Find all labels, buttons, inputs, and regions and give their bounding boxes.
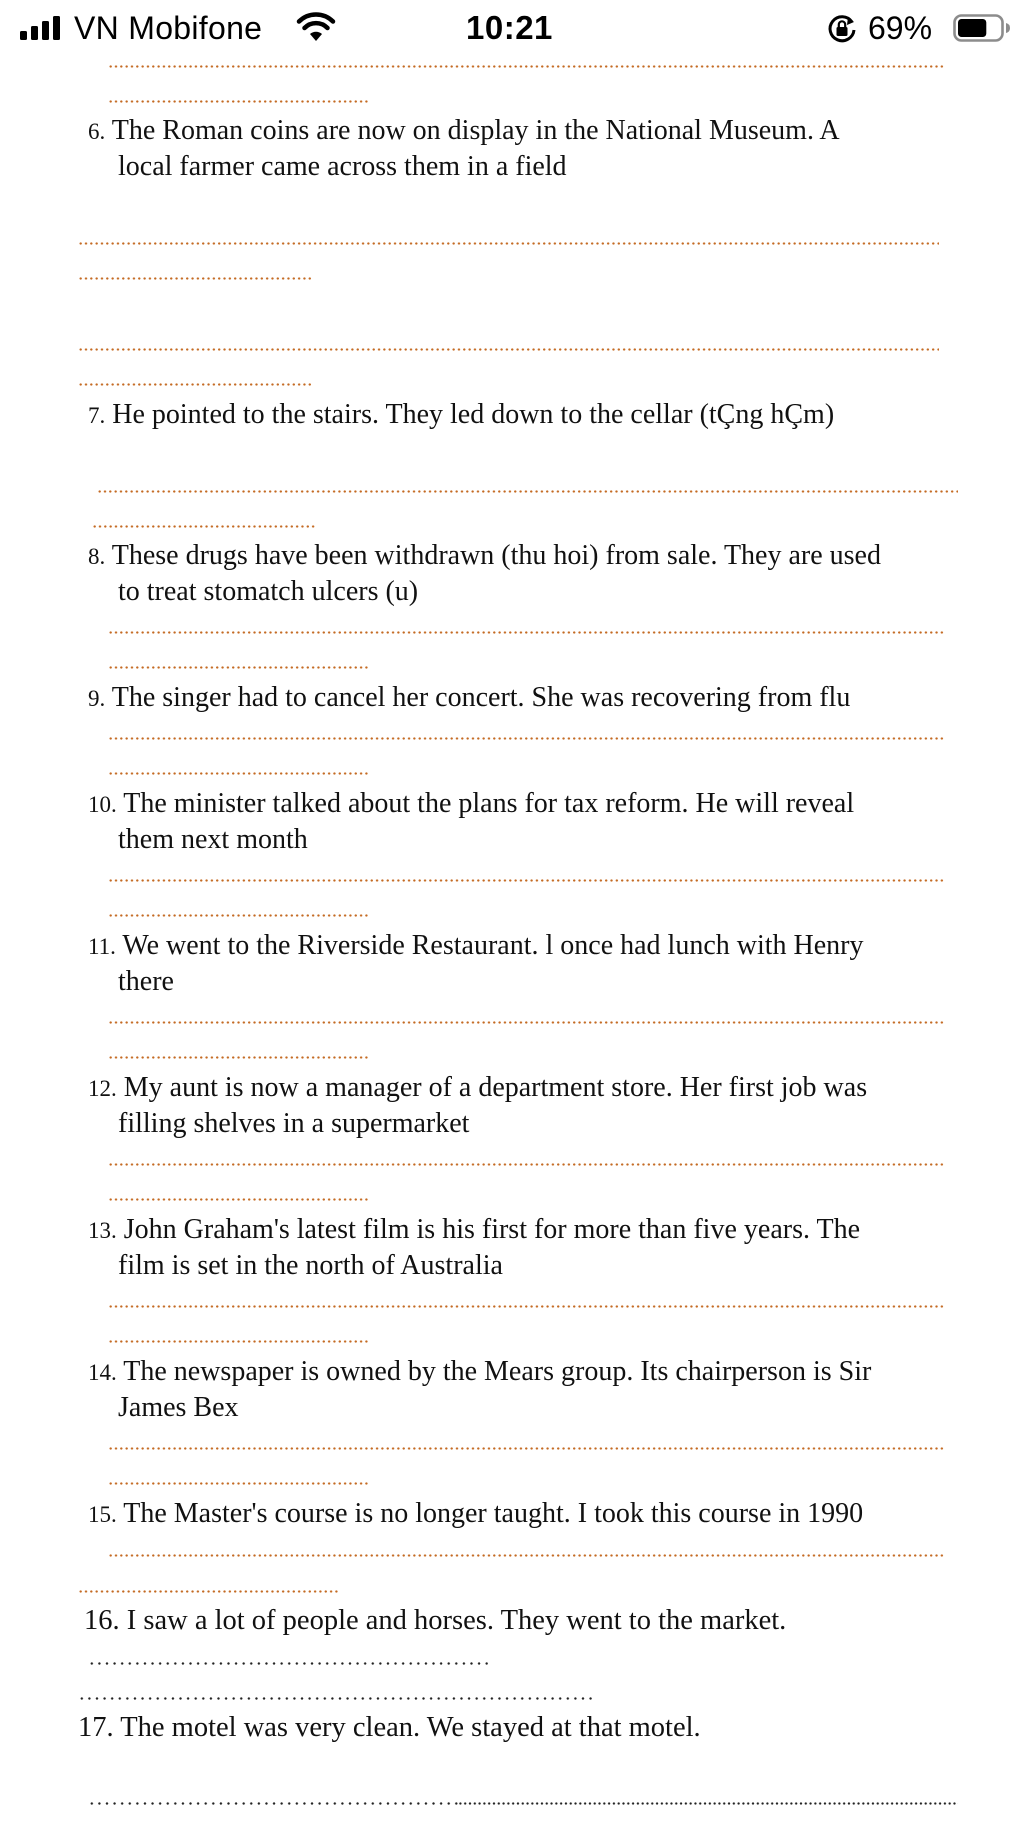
answer-line [97,490,958,493]
answer-line [108,737,944,740]
question-text: We went to the Riverside Restaurant. l once had lunch with Henry [122,930,864,961]
answer-line [108,1340,370,1343]
answer-line [88,1662,488,1665]
question-15 [88,1496,863,1532]
clock: 10:21 [466,9,553,46]
question-text: The singer had to cancel her concert. She was recovering from flu [111,682,851,713]
answer-line [78,1590,340,1593]
question-text-continued: them next month [118,824,308,855]
answer-line [108,631,944,634]
answer-line [458,1802,958,1805]
question-text: 17. The motel was very clean. We stayed at that motel. [78,1712,701,1743]
question-number: 6. [88,119,106,144]
answer-line [108,1305,944,1308]
answer-line [78,348,939,351]
question-8 [88,538,881,609]
answer-line [78,242,939,245]
answer-line [108,772,370,775]
question-text-continued: filling shelves in a supermarket [118,1108,470,1139]
question-12 [88,1070,867,1141]
question-7 [88,397,834,433]
answer-line [108,666,370,669]
answer-line [108,65,944,68]
question-text: The Master's course is no longer taught. I took this course in 1990 [123,1498,864,1529]
question-16 [84,1603,786,1638]
answer-line [78,1697,593,1700]
question-11 [88,928,864,999]
question-text: These drugs have been withdrawn (thu hoi) from sale. They are used [111,540,881,571]
question-9 [88,680,850,716]
answer-line [108,1554,944,1557]
answer-line [108,100,370,103]
question-text: He pointed to the stairs. They led down to the cellar (tÇng hÇm) [112,399,835,430]
answer-line [78,277,313,280]
question-text-continued: James Bex [118,1392,239,1423]
question-text: The minister talked about the plans for tax reform. He will reveal [123,788,855,819]
question-text: 16. I saw a lot of people and horses. They went to the market. [84,1605,787,1636]
question-number: 9. [88,686,106,711]
question-14 [88,1354,871,1425]
question-number: 11. [88,934,116,959]
answer-line [108,1163,944,1166]
answer-line [108,1198,370,1201]
answer-line [92,525,317,528]
answer-line [108,1447,944,1450]
question-17 [78,1710,701,1745]
answer-line [108,1056,370,1059]
question-number: 7. [88,403,106,428]
question-number: 14. [88,1360,117,1385]
question-number: 15. [88,1502,117,1527]
question-text-continued: film is set in the north of Australia [118,1250,503,1281]
answer-line [108,879,944,882]
question-text-continued: there [118,966,174,997]
question-text: The Roman coins are now on display in the National Museum. A [111,115,840,146]
battery-percent: 69% [868,10,933,46]
question-number: 8. [88,544,106,569]
question-text-continued: local farmer came across them in a field [118,151,567,182]
question-text: My aunt is now a manager of a department store. Her first job was [123,1072,868,1103]
question-number: 12. [88,1076,117,1101]
answer-line [108,1021,944,1024]
answer-line [88,1802,458,1805]
question-text: The newspaper is owned by the Mears group. Its chairperson is Sir [123,1356,872,1387]
answer-line [108,914,370,917]
question-text: John Graham's latest film is his first for more than five years. The [123,1214,860,1245]
question-number: 13. [88,1218,117,1243]
question-10 [88,786,854,857]
question-6 [88,113,840,184]
question-text-continued: to treat stomatch ulcers (u) [118,576,419,607]
answer-line [78,383,313,386]
carrier-name: VN Mobifone [74,10,263,46]
question-13 [88,1212,860,1283]
question-number: 10. [88,792,117,817]
answer-line [108,1482,370,1485]
